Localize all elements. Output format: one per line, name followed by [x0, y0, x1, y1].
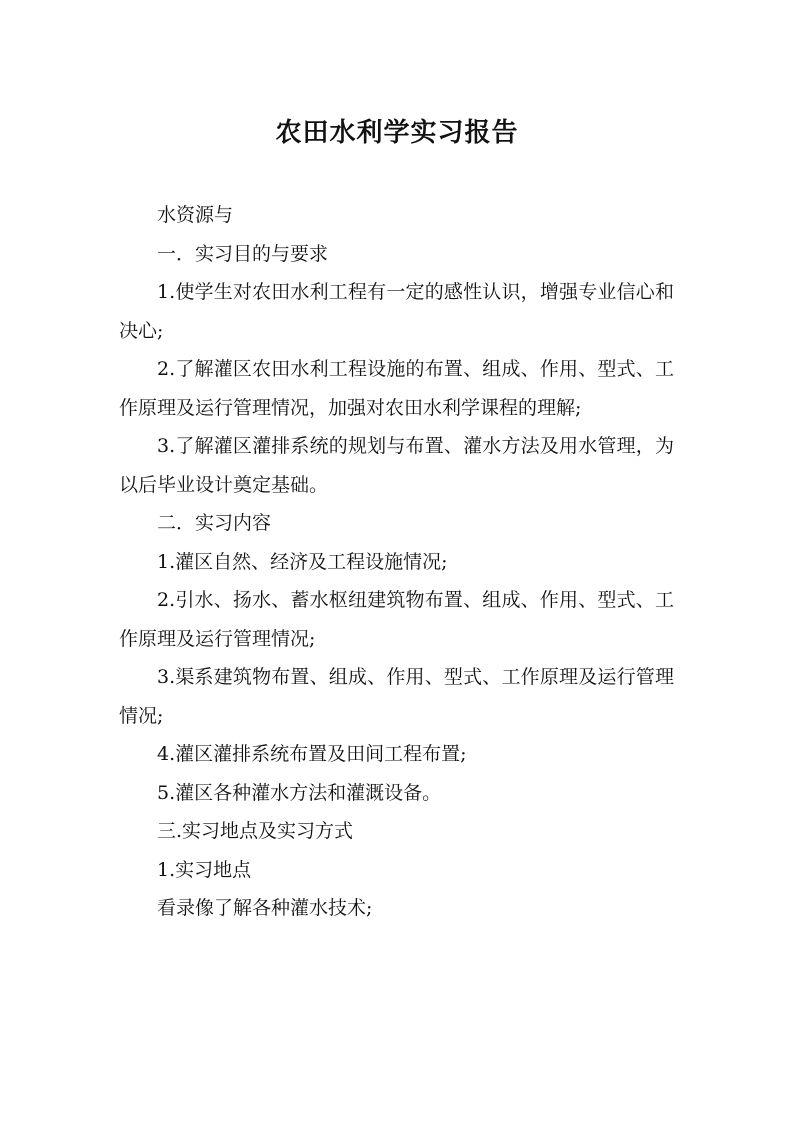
paragraph: 1.使学生对农田水利工程有一定的感性认识，增强专业信心和决心; [119, 281, 674, 342]
paragraph: 2.引水、扬水、蓄水枢纽建筑物布置、组成、作用、型式、工作原理及运行管理情况; [119, 589, 674, 650]
paragraph: 2.了解灌区农田水利工程设施的布置、组成、作用、型式、工作原理及运行管理情况，加强对农田水利学课程的理解; [119, 358, 674, 419]
paragraph: 水资源与 [157, 204, 234, 226]
paragraph: 5.灌区各种灌水方法和灌溉设备。 [157, 781, 442, 804]
section-heading: 三.实习地点及实习方式 [157, 820, 354, 842]
document-body [119, 196, 674, 928]
paragraph: 看录像了解各种灌水技术; [157, 897, 373, 919]
paragraph: 4.灌区灌排系统布置及田间工程布置; [157, 743, 467, 765]
section-heading: 一．实习目的与要求 [157, 242, 329, 265]
paragraph: 3.渠系建筑物布置、组成、作用、型式、工作原理及运行管理情况; [119, 666, 674, 727]
document-title: 农田水利学实习报告 [275, 118, 519, 149]
paragraph: 1.实习地点 [157, 858, 252, 881]
paragraph: 1.灌区自然、经济及工程设施情况; [157, 550, 448, 573]
paragraph: 3.了解灌区灌排系统的规划与布置、灌水方法及用水管理，为以后毕业设计奠定基础。 [119, 435, 674, 496]
section-heading: 二．实习内容 [157, 512, 272, 534]
